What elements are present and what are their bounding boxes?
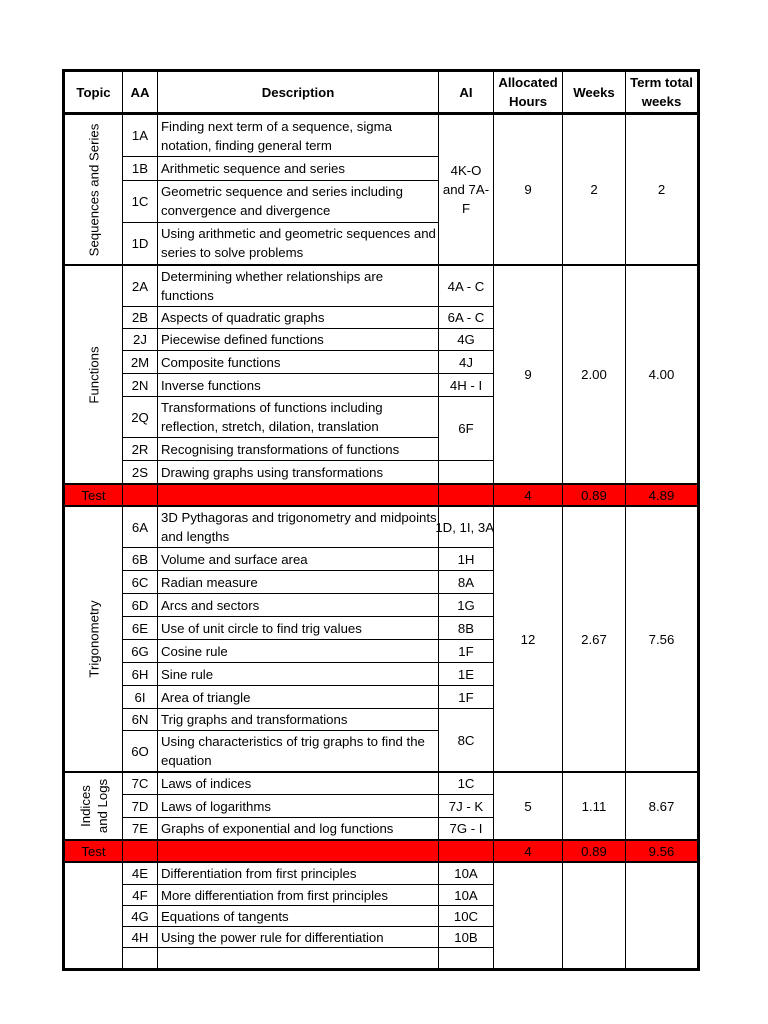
aa-cell: 4F (123, 885, 158, 906)
weeks-cell: 2.00 (563, 265, 626, 484)
description-cell: Geometric sequence and series including convergence and divergence (158, 180, 439, 222)
aa-cell: 4E (123, 862, 158, 885)
ai-cell: 1G (439, 594, 494, 617)
table-row (64, 772, 699, 795)
topic-cell-empty (64, 862, 123, 970)
hours-cell: 9 (494, 114, 563, 266)
description-cell: Laws of logarithms (158, 795, 439, 818)
header-topic: Topic (64, 71, 123, 114)
weeks-cell (563, 862, 626, 970)
total-cell: 8.67 (626, 772, 699, 840)
aa-cell: 7C (123, 772, 158, 795)
test-row (64, 484, 699, 506)
aa-cell: 1D (123, 222, 158, 265)
aa-cell: 7E (123, 818, 158, 841)
total-cell (626, 862, 699, 970)
total-cell: 4.00 (626, 265, 699, 484)
ai-cell: 8B (439, 617, 494, 640)
ai-cell: 10B (439, 927, 494, 948)
aa-cell: 6I (123, 686, 158, 709)
description-cell: Using the power rule for differentiation (158, 927, 439, 948)
aa-cell: 6H (123, 663, 158, 686)
weeks-cell: 2 (563, 114, 626, 266)
description-cell: Finding next term of a sequence, sigma notation, finding general term (158, 114, 439, 157)
aa-cell: 6N (123, 709, 158, 731)
test-weeks-cell: 0.89 (563, 484, 626, 506)
description-cell: Radian measure (158, 571, 439, 594)
topic-label: Indices and Logs (77, 778, 110, 834)
hours-cell: 5 (494, 772, 563, 840)
ai-cell: 4K-O and 7A-F (439, 114, 494, 266)
aa-cell: 4G (123, 906, 158, 927)
description-cell: More differentiation from first principles (158, 885, 439, 906)
description-cell: Inverse functions (158, 374, 439, 397)
description-cell: Laws of indices (158, 772, 439, 795)
table-row (64, 265, 699, 307)
ai-cell: 7J - K (439, 795, 494, 818)
aa-cell: 4H (123, 927, 158, 948)
table-row (64, 114, 699, 157)
header-allocated-hours: Allocated Hours (494, 71, 563, 114)
ai-cell: 4J (439, 351, 494, 374)
ai-cell: 7G - I (439, 818, 494, 841)
ai-cell: 6F (439, 397, 494, 461)
total-cell: 2 (626, 114, 699, 266)
ai-cell (439, 461, 494, 485)
aa-cell: 6B (123, 548, 158, 571)
description-cell: Composite functions (158, 351, 439, 374)
ai-cell: 1F (439, 686, 494, 709)
header-ai: AI (439, 71, 494, 114)
topic-cell-trigonometry (64, 506, 123, 772)
aa-cell: 1A (123, 114, 158, 157)
test-empty-cell (158, 484, 439, 506)
ai-cell: 1E (439, 663, 494, 686)
ai-cell: 6A - C (439, 307, 494, 329)
aa-cell: 1C (123, 180, 158, 222)
ai-cell: 10A (439, 885, 494, 906)
topic-cell-sequences (64, 114, 123, 266)
description-cell: Cosine rule (158, 640, 439, 663)
ai-cell: 8C (439, 709, 494, 773)
ai-cell (435, 506, 494, 548)
test-weeks-cell: 0.89 (563, 840, 626, 862)
ai-cell: 1H (439, 548, 494, 571)
topic-label: Functions (86, 345, 101, 404)
aa-cell: 2N (123, 374, 158, 397)
aa-cell: 2Q (123, 397, 158, 438)
total-cell: 7.56 (626, 506, 699, 772)
description-cell: Differentiation from first principles (158, 862, 439, 885)
aa-cell: 2R (123, 438, 158, 461)
aa-cell: 6A (123, 506, 158, 548)
aa-cell (123, 948, 158, 970)
ai-cell-text: 1D, 1I, 3A (435, 519, 494, 535)
aa-cell: 6E (123, 617, 158, 640)
test-row (64, 840, 699, 862)
aa-cell: 2J (123, 329, 158, 351)
topic-label: Sequences and Series (86, 123, 101, 256)
aa-cell: 2A (123, 265, 158, 307)
test-total-cell: 9.56 (626, 840, 699, 862)
topic-label: Trigonometry (86, 600, 101, 678)
topic-cell-indices (64, 772, 123, 840)
test-hours-cell: 4 (494, 484, 563, 506)
aa-cell: 6O (123, 731, 158, 773)
description-cell: Graphs of exponential and log functions (158, 818, 439, 841)
aa-cell: 2S (123, 461, 158, 485)
hours-cell (494, 862, 563, 970)
test-empty-cell (439, 840, 494, 862)
ai-cell: 4H - I (439, 374, 494, 397)
description-cell: Using arithmetic and geometric sequences and series to solve problems (158, 222, 439, 265)
test-empty-cell (123, 484, 158, 506)
weeks-cell: 2.67 (563, 506, 626, 772)
header-aa: AA (123, 71, 158, 114)
ai-cell: 1F (439, 640, 494, 663)
ai-cell: 1C (439, 772, 494, 795)
hours-cell: 9 (494, 265, 563, 484)
header-weeks: Weeks (563, 71, 626, 114)
description-cell (158, 948, 439, 970)
aa-cell: 2M (123, 351, 158, 374)
description-cell: Trig graphs and transformations (158, 709, 439, 731)
test-empty-cell (158, 840, 439, 862)
description-cell: Drawing graphs using transformations (158, 461, 439, 485)
description-cell: Using characteristics of trig graphs to find the equation (158, 731, 439, 773)
ai-cell: 10C (439, 906, 494, 927)
description-cell: Piecewise defined functions (158, 329, 439, 351)
ai-cell (439, 948, 494, 970)
schedule-table (62, 69, 700, 971)
description-cell: Volume and surface area (158, 548, 439, 571)
aa-cell: 6C (123, 571, 158, 594)
test-total-cell: 4.89 (626, 484, 699, 506)
description-cell: Determining whether relationships are functions (158, 265, 439, 307)
description-cell: Transformations of functions including reflection, stretch, dilation, translation (158, 397, 439, 438)
description-cell: Recognising transformations of functions (158, 438, 439, 461)
test-empty-cell (123, 840, 158, 862)
aa-cell: 6G (123, 640, 158, 663)
description-cell: Use of unit circle to find trig values (158, 617, 439, 640)
description-cell: Arcs and sectors (158, 594, 439, 617)
topic-cell-functions (64, 265, 123, 484)
aa-cell: 1B (123, 157, 158, 181)
test-empty-cell (439, 484, 494, 506)
ai-cell: 4A - C (439, 265, 494, 307)
header-row (64, 71, 699, 114)
table-row (64, 506, 699, 548)
ai-cell: 10A (439, 862, 494, 885)
header-term-total-weeks: Term total weeks (626, 71, 699, 114)
test-hours-cell: 4 (494, 840, 563, 862)
description-cell: 3D Pythagoras and trigonometry and midpoints and lengths (158, 506, 439, 548)
ai-cell: 8A (439, 571, 494, 594)
aa-cell: 7D (123, 795, 158, 818)
schedule-table-container (62, 69, 702, 945)
description-cell: Area of triangle (158, 686, 439, 709)
weeks-cell: 1.11 (563, 772, 626, 840)
description-cell: Arithmetic sequence and series (158, 157, 439, 181)
hours-cell: 12 (494, 506, 563, 772)
description-cell: Equations of tangents (158, 906, 439, 927)
description-cell: Aspects of quadratic graphs (158, 307, 439, 329)
header-description: Description (158, 71, 439, 114)
table-row (64, 862, 699, 885)
aa-cell: 2B (123, 307, 158, 329)
test-label: Test (64, 484, 123, 506)
aa-cell: 6D (123, 594, 158, 617)
description-cell: Sine rule (158, 663, 439, 686)
test-label: Test (64, 840, 123, 862)
ai-cell: 4G (439, 329, 494, 351)
